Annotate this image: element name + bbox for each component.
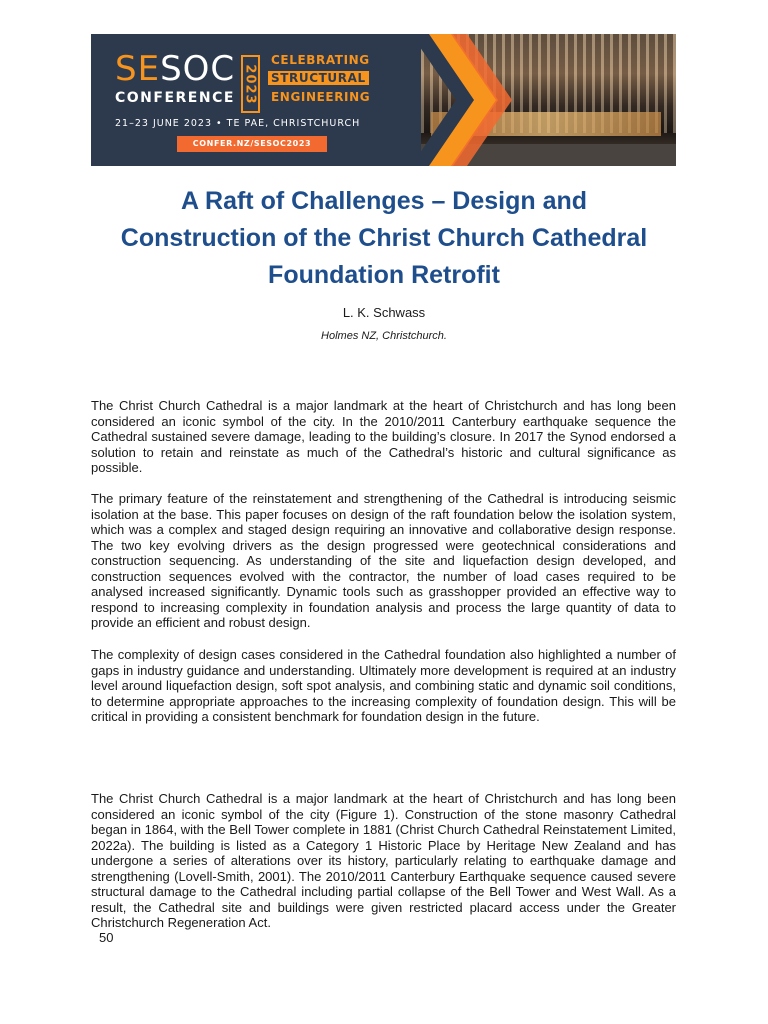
tagline-line-1: CELEBRATING — [271, 53, 370, 67]
abstract-paragraph-1: The Christ Church Cathedral is a major landmark at the heart of Christchurch and has long been considered an iconic symbol of the city. In the 2010/2011 Canterbury earthquake sequence the Cathedral sustained severe damage, leading to the building’s closure. In 2017 the Synod endorsed a solution to retain and reinstate as much of the Cathedral’s historic and cultural significance as possible. — [91, 398, 676, 475]
year-badge — [241, 55, 260, 113]
abstract-paragraph-2: The primary feature of the reinstatement and strengthening of the Cathedral is introducing seismic isolation at the base. This paper focuses on design of the raft foundation below the isolation system, which was a complex and staged design requiring an innovative and collaborative design response. The two key evolving drivers as the design progressed were geotechnical considerations and construction sequencing. As understanding of the site and liquefaction design developed, and construction sequences evolved with the contractor, the number of load cases required to be analysed increased significantly. Dynamic tools such as grasshopper provided an effective way to respond to increasing complexity in foundation analysis and process the large quantity of data to provide an efficient and robust design. — [91, 491, 676, 630]
dates-venue: 21–23 JUNE 2023 • TE PAE, CHRISTCHURCH — [115, 118, 361, 129]
tagline-line-2: STRUCTURAL — [268, 71, 369, 85]
paper-title: A Raft of Challenges – Design and Construction of the Christ Church Cathedral Foundation Retrofit — [120, 187, 648, 289]
page-number: 50 — [99, 930, 114, 945]
year-label: 2023 — [243, 63, 258, 105]
conference-url: CONFER.NZ/SESOC2023 — [177, 136, 327, 152]
author-affiliation: Holmes NZ, Christchurch. — [321, 330, 447, 342]
sesoc-logo: SESOC — [115, 49, 236, 89]
abstract-paragraph-3: The complexity of design cases considered in the Cathedral foundation also highlighted a number of gaps in industry guidance and understanding. Ultimately more development is required at an industry level around liquefaction design, soft spot analysis, and combining static and dynamic soil conditions, to determine appropriate approaches to the increasing complexity of foundation design. This will be critical in providing a consistent benchmark for foundation design in the future. — [91, 647, 676, 724]
conference-banner — [91, 34, 676, 166]
author-name: L. K. Schwass — [342, 305, 426, 320]
introduction-paragraph: The Christ Church Cathedral is a major landmark at the heart of Christchurch and has long been considered an iconic symbol of the city (Figure 1). Construction of the stone masonry Cathedral began in 1864, with the Bell Tower complete in 1881 (Christ Church Cathedral Reinstatement Limited, 2022a). The building is listed as a Category 1 Historic Place by Heritage New Zealand and has undergone a series of alterations over its history, particularly relating to earthquake damage and strengthening (Lovell-Smith, 2001). The 2010/2011 Canterbury Earthquake sequence caused severe structural damage to the Cathedral including partial collapse of the Bell Tower and West Wall. As a result, the Cathedral site and buildings were given restricted placard access under the Greater Christchurch Regeneration Act. — [91, 791, 676, 930]
tagline-line-3: ENGINEERING — [271, 90, 371, 104]
chevron-graphic — [411, 34, 531, 166]
conference-label: CONFERENCE — [115, 90, 235, 106]
